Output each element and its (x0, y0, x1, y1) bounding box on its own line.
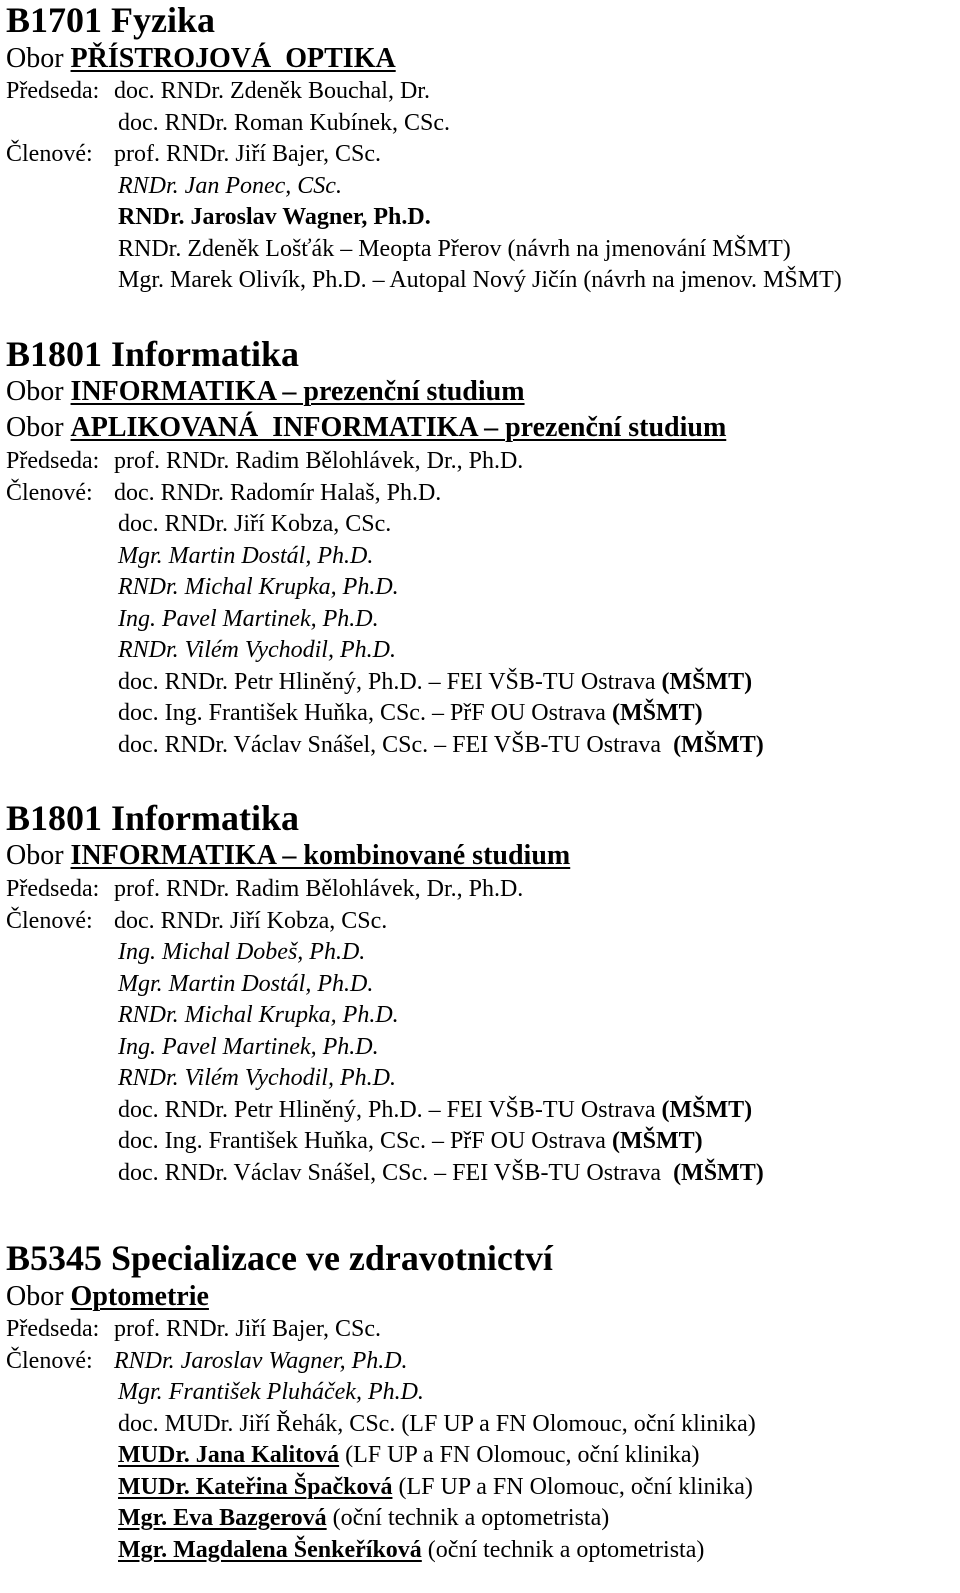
predseda-label: Předseda: (6, 78, 100, 104)
clen-line (6, 635, 764, 667)
msmt-note: (MŠMT) (673, 731, 764, 758)
clen-line (6, 509, 764, 541)
obor-prefix: Obor (6, 840, 64, 871)
clen-name: doc. Ing. František Huňka, CSc. – PřF OU Ostrava (118, 700, 606, 726)
clen-name: RNDr. Jan Ponec, CSc. (118, 172, 342, 199)
clen-name: RNDr. Michal Krupka, Ph.D. (118, 1002, 399, 1028)
clen-name: MUDr. Kateřina Špačková (118, 1473, 393, 1500)
predseda-line (6, 1314, 756, 1346)
clen-name: prof. RNDr. Jiří Bajer, CSc. (114, 141, 382, 167)
predseda-name: prof. RNDr. Radim Bělohlávek, Dr., Ph.D. (114, 448, 524, 474)
obor-line (6, 410, 764, 446)
obor-name: INFORMATIKA – prezenční studium (70, 376, 525, 407)
clen-name: Mgr. Marek Olivík, Ph.D. – Autopal Nový Jičín (návrh na jmenov. MŠMT) (118, 267, 842, 293)
clen-line (6, 1063, 764, 1095)
clen-line (6, 234, 842, 266)
clen-line (6, 478, 764, 510)
clen-name: MUDr. Jana Kalitová (118, 1442, 340, 1468)
predseda-line (6, 76, 842, 108)
obor-line (6, 42, 842, 76)
obor-name: APLIKOVANÁ INFORMATIKA – prezenční studium (70, 412, 727, 443)
clen-line (6, 667, 764, 699)
clen-name: RNDr. Zdeněk Lošťák – Meopta Přerov (návrh na jmenování MŠMT) (118, 235, 791, 262)
predseda-name: doc. RNDr. Roman Kubínek, CSc. (118, 109, 450, 136)
clen-affiliation: (LF UP a FN Olomouc, oční klinika) (339, 1442, 700, 1468)
section-heading: B1801 Informatika (6, 334, 300, 374)
clen-name: doc. RNDr. Petr Hliněný, Ph.D. – FEI VŠB-TU Ostrava (118, 668, 656, 695)
clen-name: doc. Ing. František Huňka, CSc. – PřF OU Ostrava (118, 1128, 606, 1154)
clenove-label: Členové: (6, 907, 93, 934)
clen-name: Mgr. Martin Dostál, Ph.D. (118, 542, 374, 569)
predseda-line (6, 108, 842, 140)
predseda-name: prof. RNDr. Radim Bělohlávek, Dr., Ph.D. (114, 876, 524, 902)
clen-line (6, 1095, 764, 1127)
clen-line (6, 969, 764, 1001)
clen-line (6, 171, 842, 203)
section-b1801-prezencni (6, 334, 764, 761)
msmt-note: (MŠMT) (673, 1159, 764, 1186)
clen-name: doc. RNDr. Petr Hliněný, Ph.D. – FEI VŠB-TU Ostrava (118, 1096, 656, 1123)
clen-name: doc. RNDr. Václav Snášel, CSc. – FEI VŠB-TU Ostrava (118, 1159, 668, 1186)
clen-line (6, 1409, 756, 1441)
clen-line (6, 1377, 756, 1409)
msmt-note: (MŠMT) (611, 700, 703, 726)
clen-line (6, 1158, 764, 1190)
clen-line (6, 541, 764, 573)
clen-affiliation: (oční technik a optometrista) (326, 1505, 610, 1531)
clen-line (6, 202, 842, 234)
clen-line (6, 139, 842, 171)
clen-name: RNDr. Vilém Vychodil, Ph.D. (118, 1065, 396, 1091)
clen-affiliation: (oční technik a optometrista) (421, 1536, 705, 1563)
section-b1701 (6, 0, 842, 297)
obor-name: INFORMATIKA – kombinované studium (70, 840, 571, 871)
clen-name: doc. RNDr. Václav Snášel, CSc. – FEI VŠB-TU Ostrava (118, 731, 668, 758)
predseda-label: Předseda: (6, 1316, 100, 1342)
section-heading: B5345 Specializace ve zdravotnictví (6, 1238, 553, 1278)
section-b5345 (6, 1238, 756, 1566)
clen-name: doc. RNDr. Jiří Kobza, CSc. (118, 511, 392, 537)
clen-name: Ing. Pavel Martinek, Ph.D. (118, 1033, 379, 1060)
clen-name: Ing. Pavel Martinek, Ph.D. (118, 605, 379, 632)
clen-name: Mgr. Magdalena Šenkeříková (118, 1536, 422, 1563)
msmt-note: (MŠMT) (661, 1096, 753, 1123)
obor-name: PŘÍSTROJOVÁ OPTIKA (70, 43, 396, 74)
section-heading: B1801 Informatika (6, 798, 300, 838)
section-heading: B1701 Fyzika (6, 0, 216, 40)
predseda-name: doc. RNDr. Zdeněk Bouchal, Dr. (114, 78, 430, 104)
section-b1801-kombinovane (6, 798, 764, 1189)
clen-line (6, 1346, 756, 1378)
clen-name: Ing. Michal Dobeš, Ph.D. (118, 939, 366, 965)
clen-name: RNDr. Jaroslav Wagner, Ph.D. (114, 1347, 408, 1374)
clenove-label: Členové: (6, 141, 93, 167)
clen-line (6, 937, 764, 969)
obor-prefix: Obor (6, 1281, 64, 1312)
clen-line (6, 604, 764, 636)
clen-name: Mgr. Eva Bazgerová (118, 1505, 327, 1531)
obor-name: Optometrie (70, 1281, 209, 1312)
clen-name: RNDr. Jaroslav Wagner, Ph.D. (118, 204, 431, 230)
clen-line (6, 698, 764, 730)
clen-name: RNDr. Michal Krupka, Ph.D. (118, 574, 399, 600)
clen-name: doc. MUDr. Jiří Řehák, CSc. (LF UP a FN Olomouc, oční klinika) (118, 1410, 756, 1437)
obor-line (6, 1280, 756, 1314)
obor-line (6, 838, 764, 874)
clen-line (6, 1000, 764, 1032)
obor-prefix: Obor (6, 412, 64, 443)
msmt-note: (MŠMT) (661, 668, 753, 695)
clen-line (6, 1440, 756, 1472)
clenove-label: Členové: (6, 479, 93, 506)
clen-name: Mgr. František Pluháček, Ph.D. (118, 1379, 424, 1405)
predseda-name: prof. RNDr. Jiří Bajer, CSc. (114, 1316, 382, 1342)
predseda-line (6, 446, 764, 478)
predseda-line (6, 874, 764, 906)
clen-line (6, 1535, 756, 1567)
clen-name: doc. RNDr. Jiří Kobza, CSc. (114, 907, 388, 934)
clen-line (6, 1472, 756, 1504)
clen-line (6, 1126, 764, 1158)
predseda-label: Předseda: (6, 448, 100, 474)
clen-line (6, 1503, 756, 1535)
clen-line (6, 906, 764, 938)
clen-name: RNDr. Vilém Vychodil, Ph.D. (118, 637, 396, 663)
clen-name: Mgr. Martin Dostál, Ph.D. (118, 970, 374, 997)
clen-affiliation: (LF UP a FN Olomouc, oční klinika) (392, 1473, 753, 1500)
clen-line (6, 572, 764, 604)
clen-line (6, 730, 764, 762)
obor-prefix: Obor (6, 376, 64, 407)
predseda-label: Předseda: (6, 876, 100, 902)
clenove-label: Členové: (6, 1347, 93, 1374)
clen-line (6, 265, 842, 297)
clen-name: doc. RNDr. Radomír Halaš, Ph.D. (114, 479, 442, 506)
msmt-note: (MŠMT) (611, 1128, 703, 1154)
obor-prefix: Obor (6, 43, 64, 74)
obor-line (6, 374, 764, 410)
clen-line (6, 1032, 764, 1064)
